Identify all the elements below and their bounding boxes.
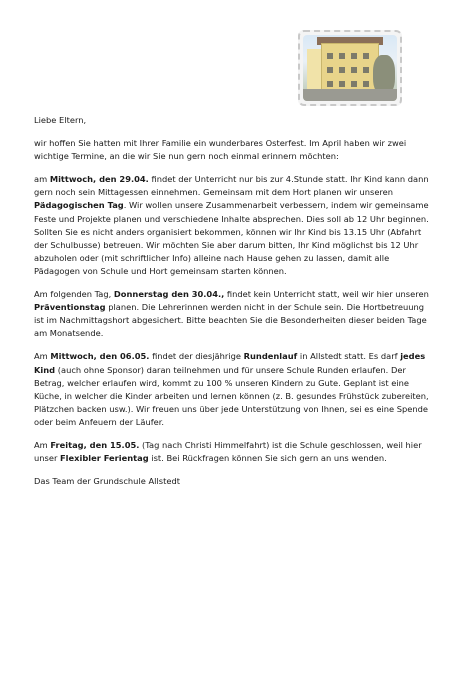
date-highlight: Donnerstag den 30.04., <box>113 289 225 300</box>
event-highlight: Pädagogischen Tag <box>34 200 124 211</box>
emphasis-highlight: jedes Kind <box>34 351 426 375</box>
date-highlight: Freitag, den 15.05. <box>50 439 140 450</box>
text-span: findet der diesjährige <box>149 351 244 362</box>
text-span: . Wir wollen unsere Zusammenarbeit verbessern, indem wir gemeinsame Feste und Projekte planen und verschiedene Inhalte absprechen. Dies soll ab 12 Uhr beginnen. Sollten Sie es nicht anders organisiert bekommen, können wir Ihr Kind bis 13.15 Uhr (Abfahrt der Schulbusse) betreuen. Wir möchten Sie aber darum bitten, Ihr Kind möglichst bis 12 Uhr abzuholen oder (mit schriftlicher Info) alleine nach Hause gehen zu lassen, damit alle Pädagogen von Schule und Hort gemeinsam starten können. <box>34 200 429 276</box>
text-span: (auch ohne Sponsor) daran teilnehmen und für unsere Schule Runden erlaufen. Der Betrag, welcher erlaufen wird, kommt zu 100 % unseren Kindern zu Gute. Geplant ist eine Küche, in welcher die Kinder arbeiten und lernen können (z. B. gesundes Frühstück zubereiten, Plätzchen backen usw.). Wir freuen uns über jede Unterstützung von Ihnen, sei es eine Spende oder beim Anfeuern der Läufer. <box>34 364 429 427</box>
window-shape <box>351 53 357 59</box>
window-shape <box>327 53 333 59</box>
window-shape <box>339 81 345 87</box>
school-building-photo-icon <box>303 35 397 101</box>
window-shape <box>363 53 369 59</box>
window-shape <box>363 81 369 87</box>
letter-greeting: Liebe Eltern, <box>34 115 87 125</box>
window-shape <box>339 67 345 73</box>
text-span: in Allstedt statt. Es darf <box>297 351 401 362</box>
text-span: Am <box>34 439 51 450</box>
window-shape <box>351 67 357 73</box>
paragraph-paedagogischer-tag <box>34 173 434 278</box>
text-span: findet der Unterricht nur bis zur 4.Stunde statt. Ihr Kind kann dann gern noch sein Mittagessen einnehmen. Gemeinsam mit dem Hort planen wir unseren <box>34 174 429 198</box>
text-span: (Tag nach Christi Himmelfahrt) ist die Schule geschlossen, weil hier unser <box>34 439 422 464</box>
window-shape <box>339 53 345 59</box>
text-span: findet kein Unterricht statt, weil wir hier unseren <box>224 289 429 300</box>
paragraph-praeventionstag <box>34 288 434 340</box>
window-shape <box>363 67 369 73</box>
letter-intro: wir hoffen Sie hatten mit Ihrer Familie ein wunderbares Osterfest. Im April haben wir zwei wichtige Termine, an die wir Sie nun gern noch einmal erinnern möchten: <box>34 138 407 162</box>
text-span: Am folgenden Tag, <box>34 289 114 300</box>
event-highlight: Präventionstag <box>34 302 106 313</box>
window-shape <box>327 67 333 73</box>
window-shape <box>351 81 357 87</box>
event-highlight: Rundenlauf <box>243 351 298 362</box>
paragraph-rundenlauf <box>34 350 434 429</box>
paragraph-ferientag <box>34 439 434 465</box>
date-highlight: Mittwoch, den 06.05. <box>50 351 150 362</box>
text-span: Am <box>34 351 51 362</box>
text-span: am <box>34 174 50 185</box>
window-shape <box>327 81 333 87</box>
event-highlight: Flexibler Ferientag <box>60 453 149 464</box>
ground-shape <box>303 89 397 101</box>
building-shape <box>321 43 379 95</box>
letter-signature: Das Team der Grundschule Allstedt <box>34 476 180 487</box>
date-highlight: Mittwoch, den 29.04. <box>49 174 149 185</box>
text-span: planen. Die Lehrerinnen werden nicht in der Schule sein. Die Hortbetreuung ist im Nachmittagshort abgesichert. Bitte beachten Sie die Besonderheiten dieser beiden Tage am Monatsende. <box>34 302 427 339</box>
letter-body <box>34 114 434 498</box>
school-photo-frame <box>298 30 402 106</box>
text-span: ist. Bei Rückfragen können Sie sich gern an uns wenden. <box>148 453 387 464</box>
